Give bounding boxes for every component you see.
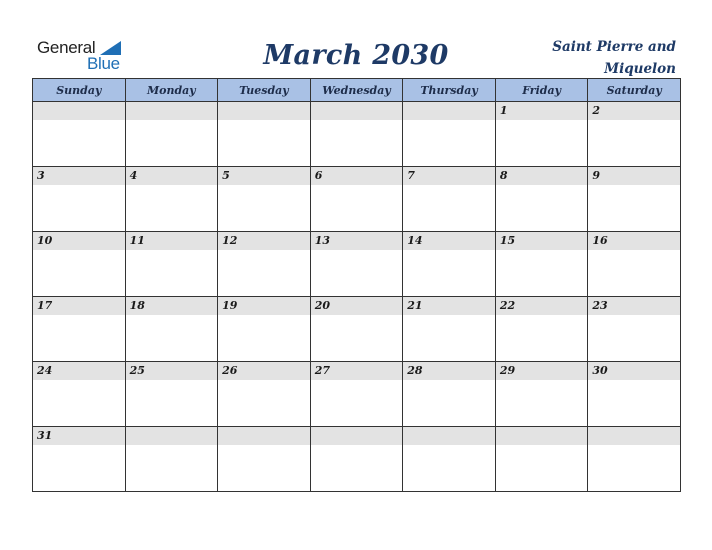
day-cell	[495, 362, 588, 427]
day-number: 7	[403, 167, 495, 185]
day-number: 11	[126, 232, 218, 250]
day-number: 16	[588, 232, 680, 250]
day-number: 30	[588, 362, 680, 380]
day-cell	[495, 167, 588, 232]
day-cell	[125, 167, 218, 232]
day-number: 10	[33, 232, 125, 250]
day-number: 20	[311, 297, 403, 315]
week-row	[33, 102, 681, 167]
calendar-title: March 2030	[263, 40, 449, 71]
day-number: 29	[496, 362, 588, 380]
day-number: 19	[218, 297, 310, 315]
day-cell	[218, 427, 311, 492]
weekday-sunday: Sunday	[33, 79, 126, 102]
day-cell	[310, 297, 403, 362]
weekday-wednesday: Wednesday	[310, 79, 403, 102]
day-number: 3	[33, 167, 125, 185]
day-number	[403, 102, 495, 120]
day-cell	[403, 102, 496, 167]
day-cell	[588, 167, 681, 232]
day-cell	[218, 362, 311, 427]
weekday-friday: Friday	[495, 79, 588, 102]
day-cell	[403, 167, 496, 232]
day-number: 4	[126, 167, 218, 185]
weekday-tuesday: Tuesday	[218, 79, 311, 102]
day-cell	[310, 102, 403, 167]
day-cell	[588, 232, 681, 297]
day-number	[218, 427, 310, 445]
day-number: 22	[496, 297, 588, 315]
day-number: 23	[588, 297, 680, 315]
day-number	[126, 102, 218, 120]
day-cell	[218, 102, 311, 167]
day-cell	[588, 102, 681, 167]
day-cell	[403, 427, 496, 492]
logo-text-blue: Blue	[87, 54, 120, 73]
day-number: 17	[33, 297, 125, 315]
day-number: 1	[496, 102, 588, 120]
day-number: 9	[588, 167, 680, 185]
day-cell	[310, 362, 403, 427]
day-cell	[495, 102, 588, 167]
day-cell	[33, 297, 126, 362]
day-number: 25	[126, 362, 218, 380]
day-number	[218, 102, 310, 120]
day-cell	[218, 232, 311, 297]
day-number	[311, 102, 403, 120]
day-cell	[125, 362, 218, 427]
weekday-monday: Monday	[125, 79, 218, 102]
day-number	[33, 102, 125, 120]
weekday-header-row	[33, 79, 681, 102]
day-number	[496, 427, 588, 445]
day-number: 18	[126, 297, 218, 315]
day-cell	[33, 102, 126, 167]
day-cell	[310, 232, 403, 297]
weekday-thursday: Thursday	[403, 79, 496, 102]
day-number: 24	[33, 362, 125, 380]
week-row	[33, 167, 681, 232]
day-cell	[310, 167, 403, 232]
day-cell	[33, 167, 126, 232]
week-row	[33, 297, 681, 362]
day-cell	[495, 297, 588, 362]
day-cell	[33, 427, 126, 492]
day-number: 15	[496, 232, 588, 250]
day-number: 5	[218, 167, 310, 185]
day-cell	[33, 362, 126, 427]
day-number: 27	[311, 362, 403, 380]
day-number: 13	[311, 232, 403, 250]
day-cell	[218, 167, 311, 232]
day-cell	[403, 362, 496, 427]
calendar-grid	[32, 78, 681, 492]
region-name: Saint Pierre and Miquelon	[552, 39, 676, 77]
week-row	[33, 427, 681, 492]
day-number: 8	[496, 167, 588, 185]
day-cell	[495, 427, 588, 492]
week-row	[33, 232, 681, 297]
day-number	[403, 427, 495, 445]
day-cell	[125, 297, 218, 362]
day-number: 2	[588, 102, 680, 120]
day-cell	[310, 427, 403, 492]
weekday-saturday: Saturday	[588, 79, 681, 102]
day-cell	[403, 232, 496, 297]
logo-text-general: General	[37, 38, 96, 57]
day-number: 6	[311, 167, 403, 185]
week-row	[33, 362, 681, 427]
day-cell	[403, 297, 496, 362]
day-number: 12	[218, 232, 310, 250]
day-number: 26	[218, 362, 310, 380]
day-number	[311, 427, 403, 445]
day-cell	[125, 232, 218, 297]
day-number: 31	[33, 427, 125, 445]
day-cell	[588, 427, 681, 492]
day-number: 21	[403, 297, 495, 315]
day-cell	[588, 362, 681, 427]
day-cell	[33, 232, 126, 297]
day-cell	[495, 232, 588, 297]
day-number: 28	[403, 362, 495, 380]
day-cell	[125, 102, 218, 167]
day-cell	[588, 297, 681, 362]
day-cell	[125, 427, 218, 492]
day-number: 14	[403, 232, 495, 250]
day-cell	[218, 297, 311, 362]
day-number	[126, 427, 218, 445]
day-number	[588, 427, 680, 445]
